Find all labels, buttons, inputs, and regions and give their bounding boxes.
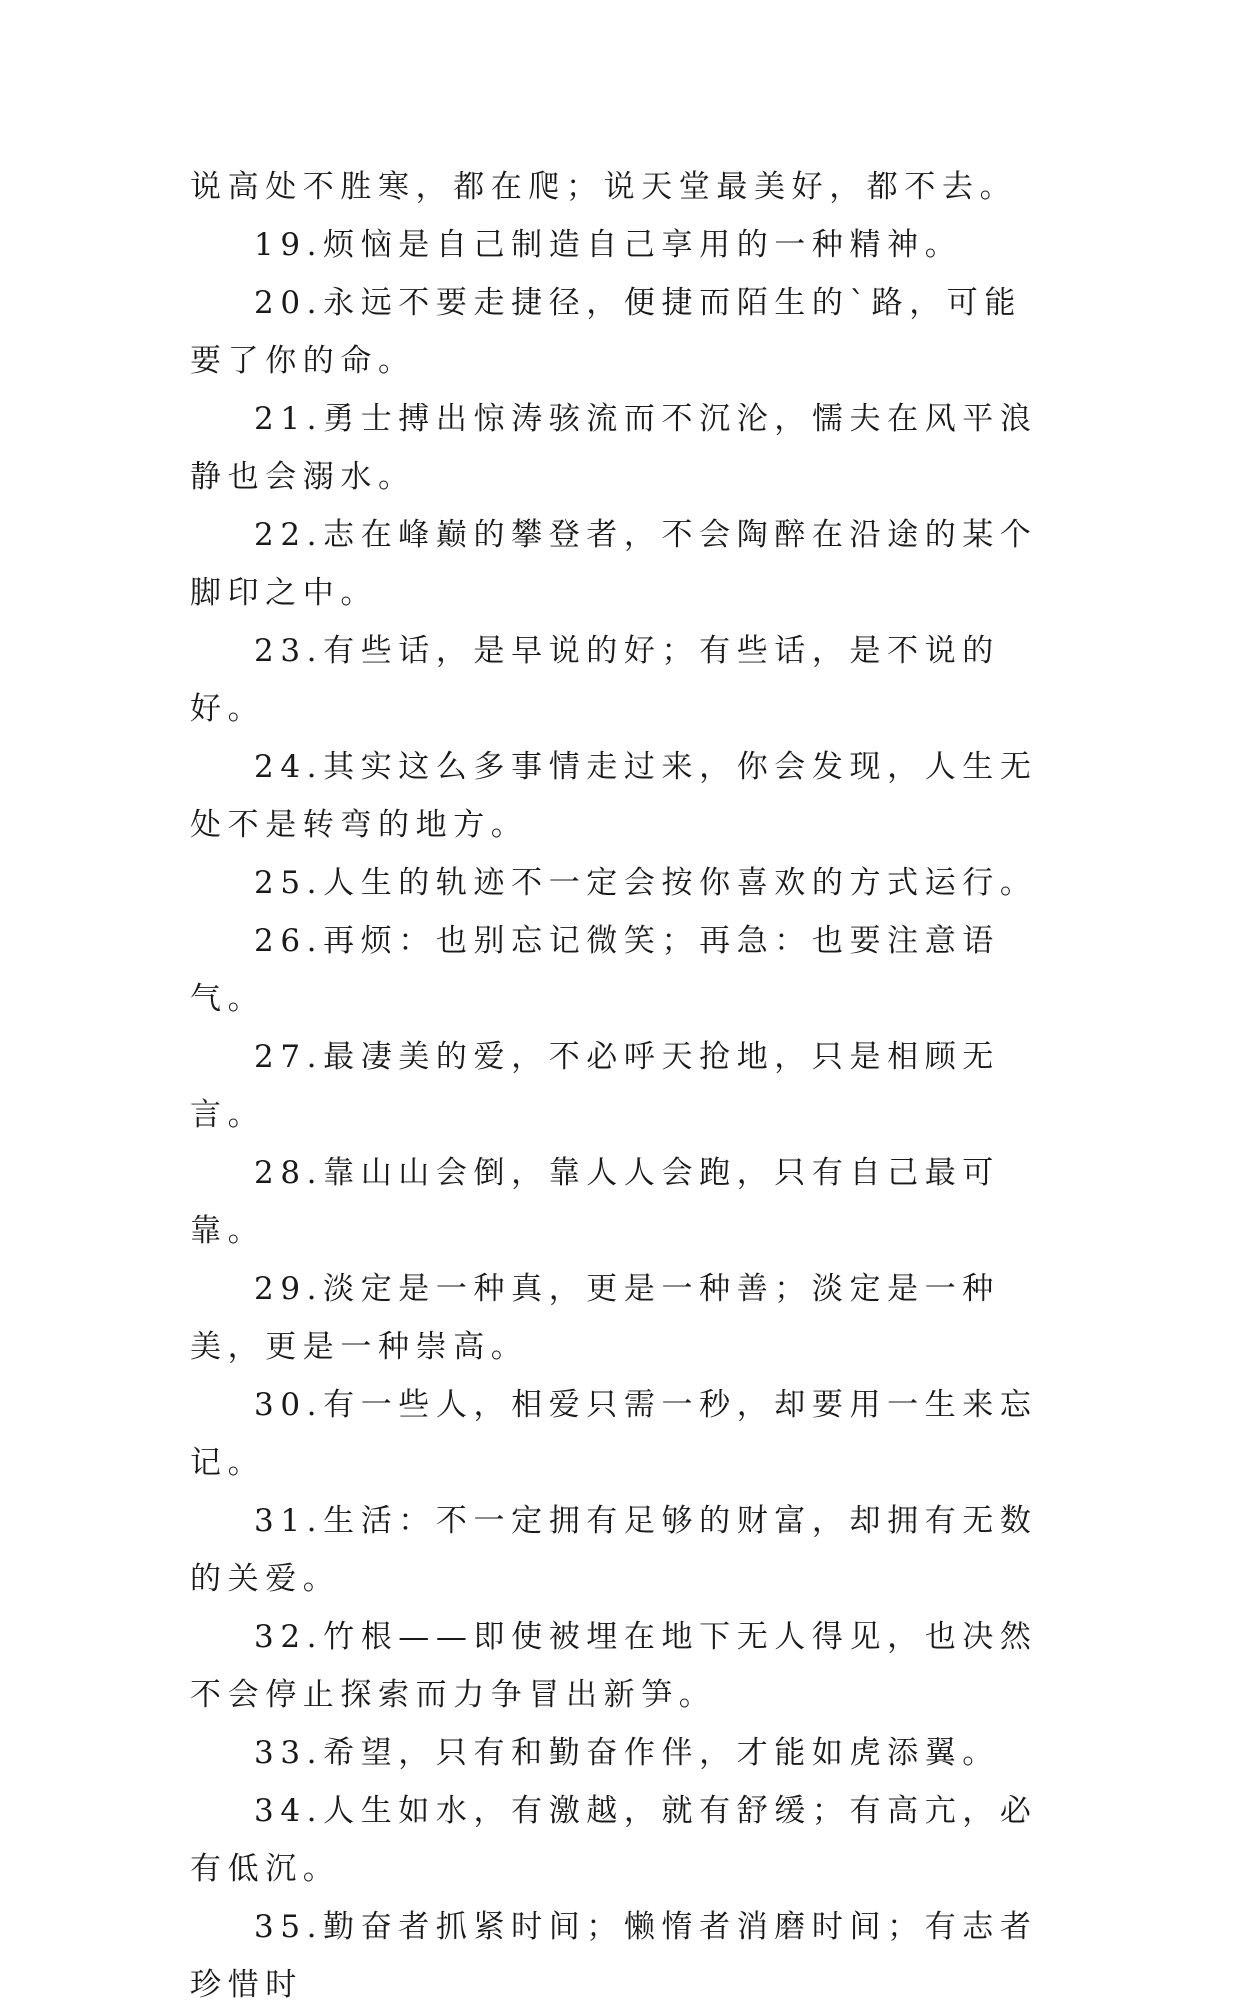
paragraph-item-20: 20.永远不要走捷径，便捷而陌生的`路，可能要了你的命。: [190, 285, 1022, 379]
paragraph-item-19: 19.烦恼是自己制造自己享用的一种精神。: [254, 227, 963, 263]
document-body: [190, 158, 1050, 2014]
paragraph-item-22: 22.志在峰巅的攀登者，不会陶醉在沿途的某个脚印之中。: [190, 517, 1038, 611]
paragraph-item-30: 30.有一些人，相爱只需一秒，却要用一生来忘记。: [190, 1387, 1038, 1481]
paragraph-item-31: 31.生活：不一定拥有足够的财富，却拥有无数的关爱。: [190, 1503, 1038, 1597]
paragraph-item-24: 24.其实这么多事情走过来，你会发现，人生无处不是转弯的地方。: [190, 749, 1038, 843]
paragraph-item-21: 21.勇士搏出惊涛骇流而不沉沦，懦夫在风平浪静也会溺水。: [190, 401, 1038, 495]
paragraph-item-29: 29.淡定是一种真，更是一种善；淡定是一种美，更是一种崇高。: [190, 1271, 1000, 1365]
paragraph-item-32: 32.竹根——即使被埋在地下无人得见，也决然不会停止探索而力争冒出新笋。: [190, 1619, 1038, 1713]
paragraph-item-26: 26.再烦：也别忘记微笑；再急：也要注意语气。: [190, 923, 1000, 1017]
paragraph-item-33: 33.希望，只有和勤奋作伴，才能如虎添翼。: [254, 1735, 1000, 1771]
paragraph-item-35: 35.勤奋者抓紧时间；懒惰者消磨时间；有志者珍惜时: [190, 1909, 1038, 2003]
paragraph-continuation: 说高处不胜寒，都在爬；说天堂最美好，都不去。: [190, 169, 1018, 205]
paragraph-item-23: 23.有些话，是早说的好；有些话，是不说的好。: [190, 633, 1000, 727]
paragraph-item-28: 28.靠山山会倒，靠人人会跑，只有自己最可靠。: [190, 1155, 1000, 1249]
paragraph-item-34: 34.人生如水，有激越，就有舒缓；有高亢，必有低沉。: [190, 1793, 1038, 1887]
paragraph-item-27: 27.最凄美的爱，不必呼天抢地，只是相顾无言。: [190, 1039, 1000, 1133]
paragraph-item-25: 25.人生的轨迹不一定会按你喜欢的方式运行。: [254, 865, 1038, 901]
